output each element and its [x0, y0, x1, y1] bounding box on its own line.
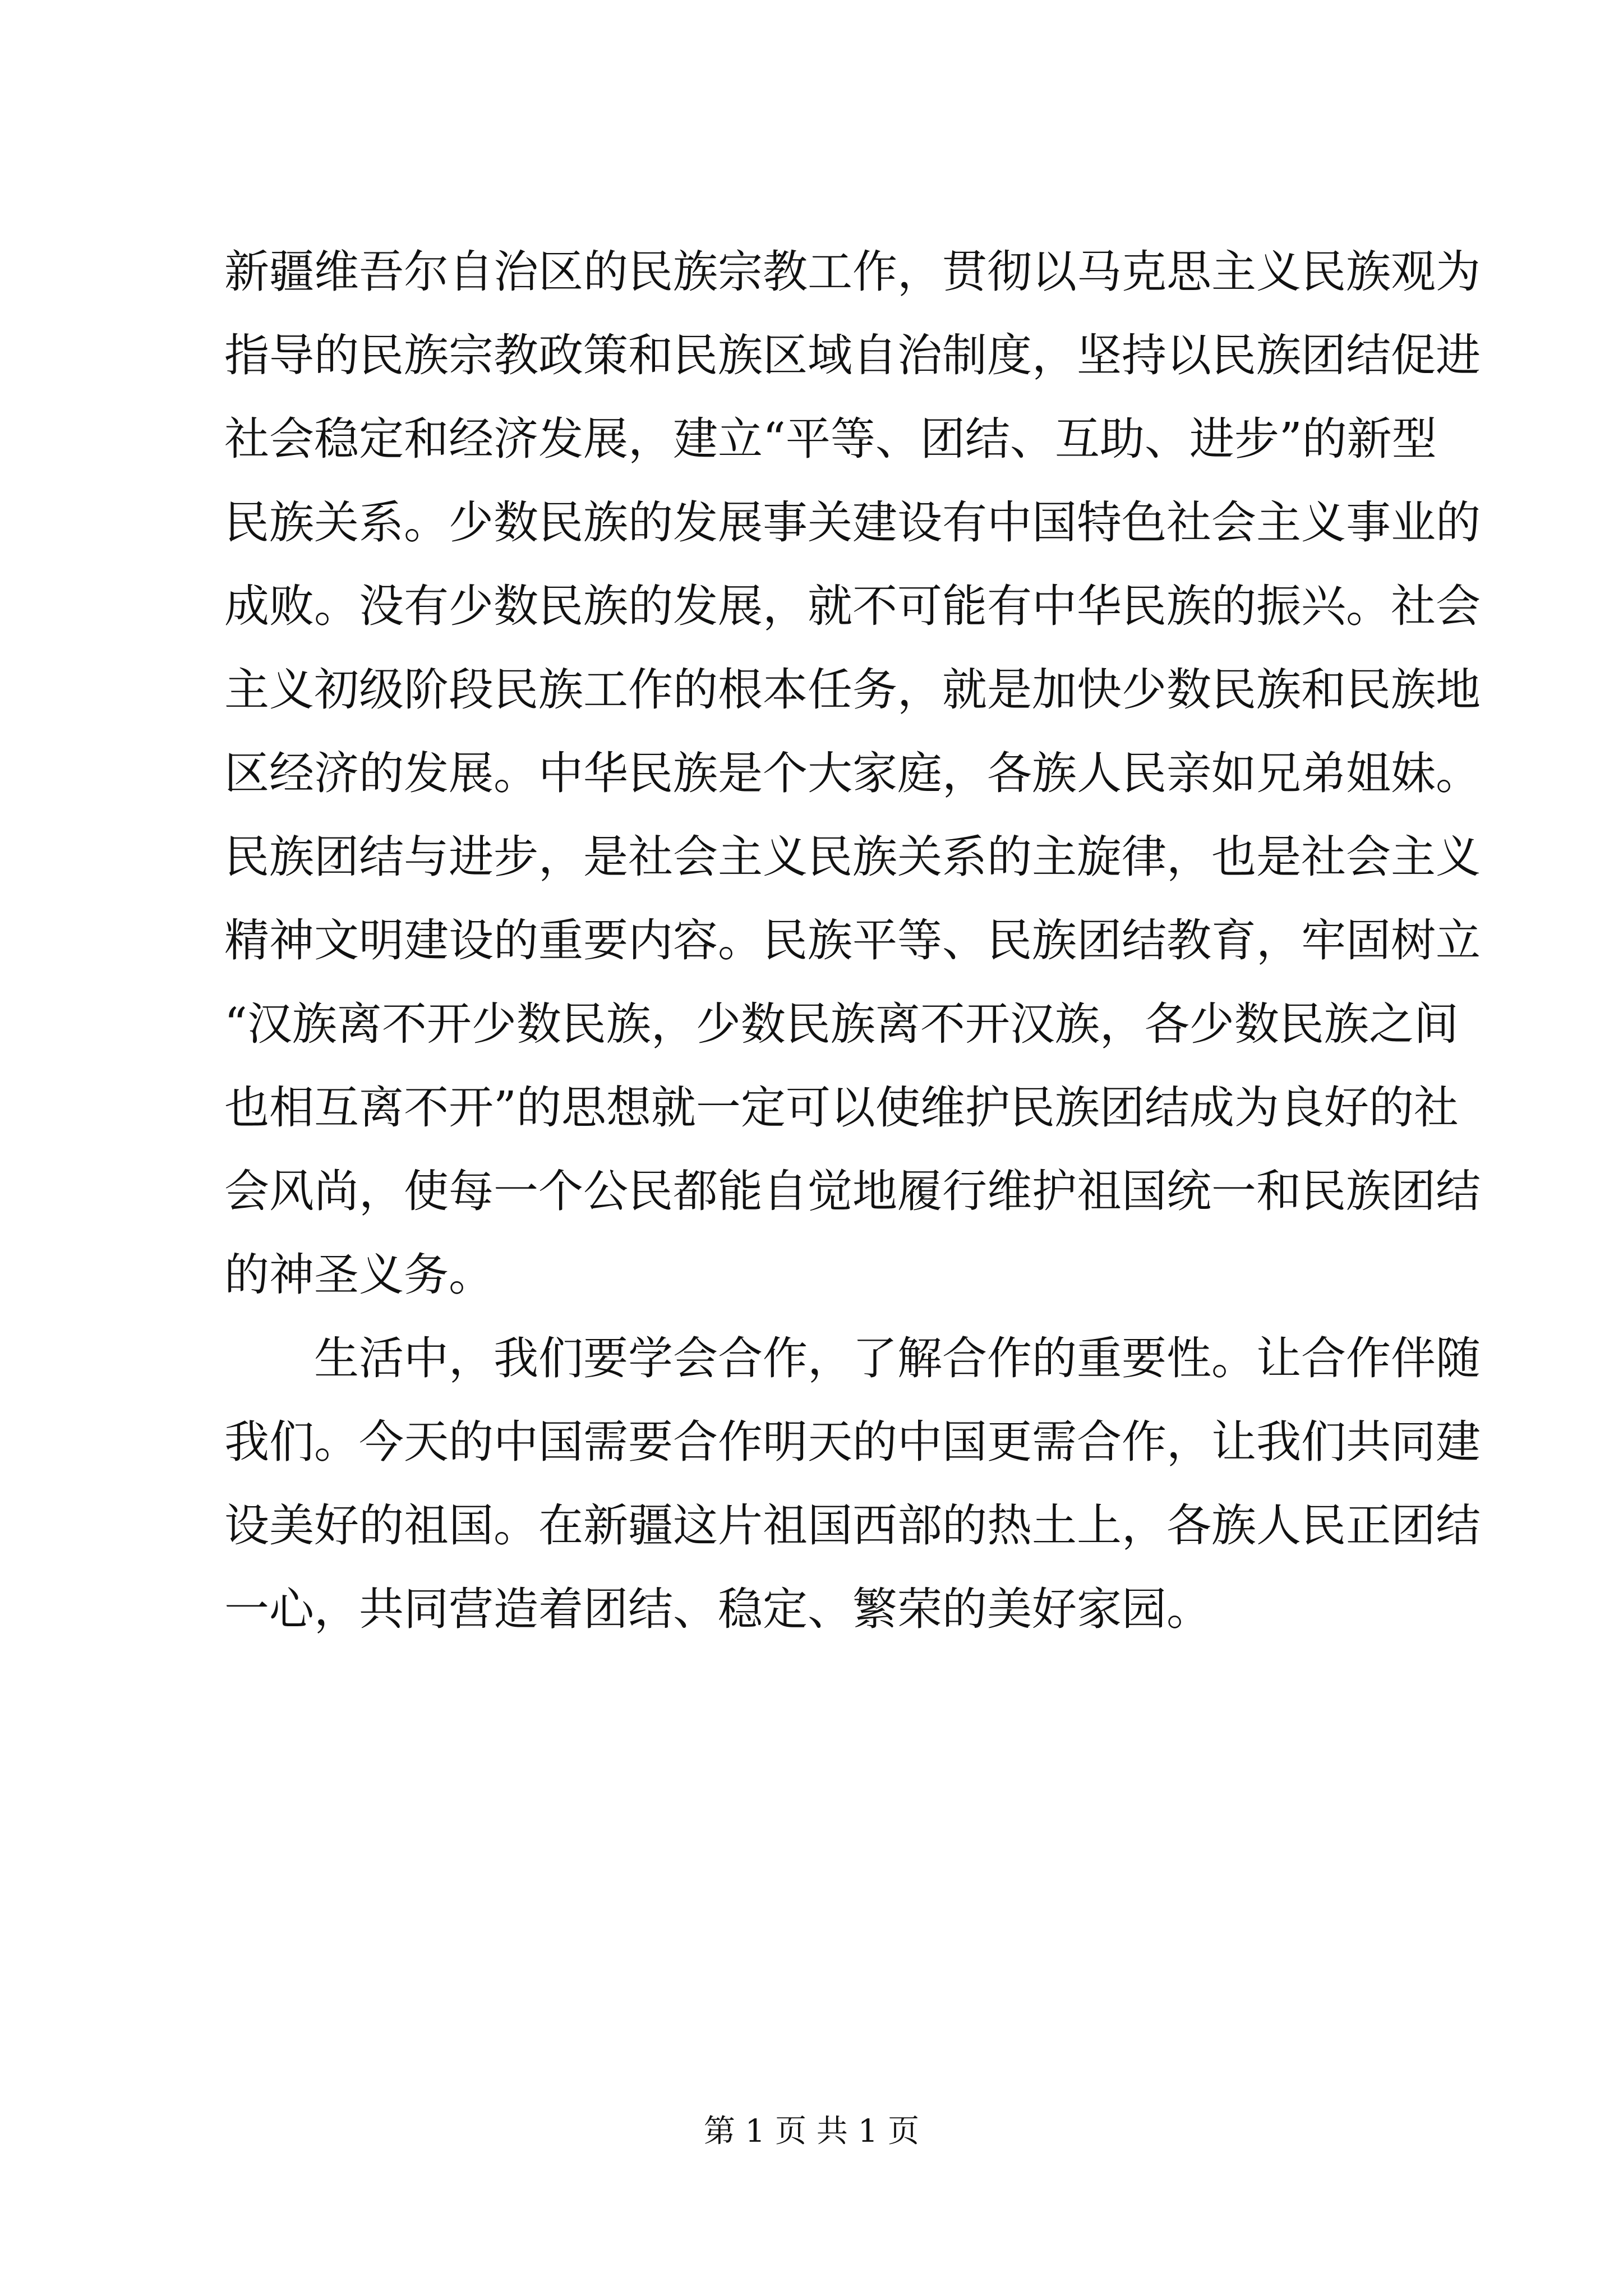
document-body	[224, 230, 1481, 1651]
text-line: 成败。没有少数民族的发展，就不可能有中华民族的振兴。社会	[224, 580, 1481, 632]
text-line: 民族团结与进步，是社会主义民族关系的主旋律，也是社会主义	[224, 831, 1481, 883]
text-line: 精神文明建设的重要内容。民族平等、民族团结教育，牢固树立	[224, 914, 1481, 967]
paragraph-1	[224, 230, 1481, 1317]
text-line: 新疆维吾尔自治区的民族宗教工作，贯彻以马克思主义民族观为	[224, 246, 1481, 298]
text-line: 社会稳定和经济发展，建立“平等、团结、互助、进步”的新型	[224, 413, 1437, 465]
text-line: 区经济的发展。中华民族是个大家庭，各族人民亲如兄弟姐妹。	[224, 747, 1481, 799]
text-line: 生活中，我们要学会合作，了解合作的重要性。让合作伴随	[314, 1332, 1481, 1384]
text-line: 一心，共同营造着团结、稳定、繁荣的美好家园。	[224, 1583, 1211, 1635]
text-line: 我们。今天的中国需要合作明天的中国更需合作，让我们共同建	[224, 1416, 1481, 1468]
paragraph-2	[224, 1317, 1481, 1651]
text-line: 会风尚，使每一个公民都能自觉地履行维护祖国统一和民族团结	[224, 1165, 1481, 1217]
text-line: 设美好的祖国。在新疆这片祖国西部的热土上，各族人民正团结	[224, 1499, 1481, 1552]
text-line: 的神圣义务。	[224, 1249, 494, 1301]
text-line: 民族关系。少数民族的发展事关建设有中国特色社会主义事业的	[224, 496, 1481, 549]
text-line: 指导的民族宗教政策和民族区域自治制度，坚持以民族团结促进	[224, 329, 1481, 381]
text-line: 主义初级阶段民族工作的根本任务，就是加快少数民族和民族地	[224, 664, 1481, 716]
text-line: 也相互离不开”的思想就一定可以使维护民族团结成为良好的社	[224, 1082, 1459, 1134]
text-line: “汉族离不开少数民族，少数民族离不开汉族，各少数民族之间	[224, 998, 1459, 1050]
page-number-label: 第 1 页 共 1 页	[703, 2113, 920, 2150]
page-footer	[0, 2109, 1623, 2154]
